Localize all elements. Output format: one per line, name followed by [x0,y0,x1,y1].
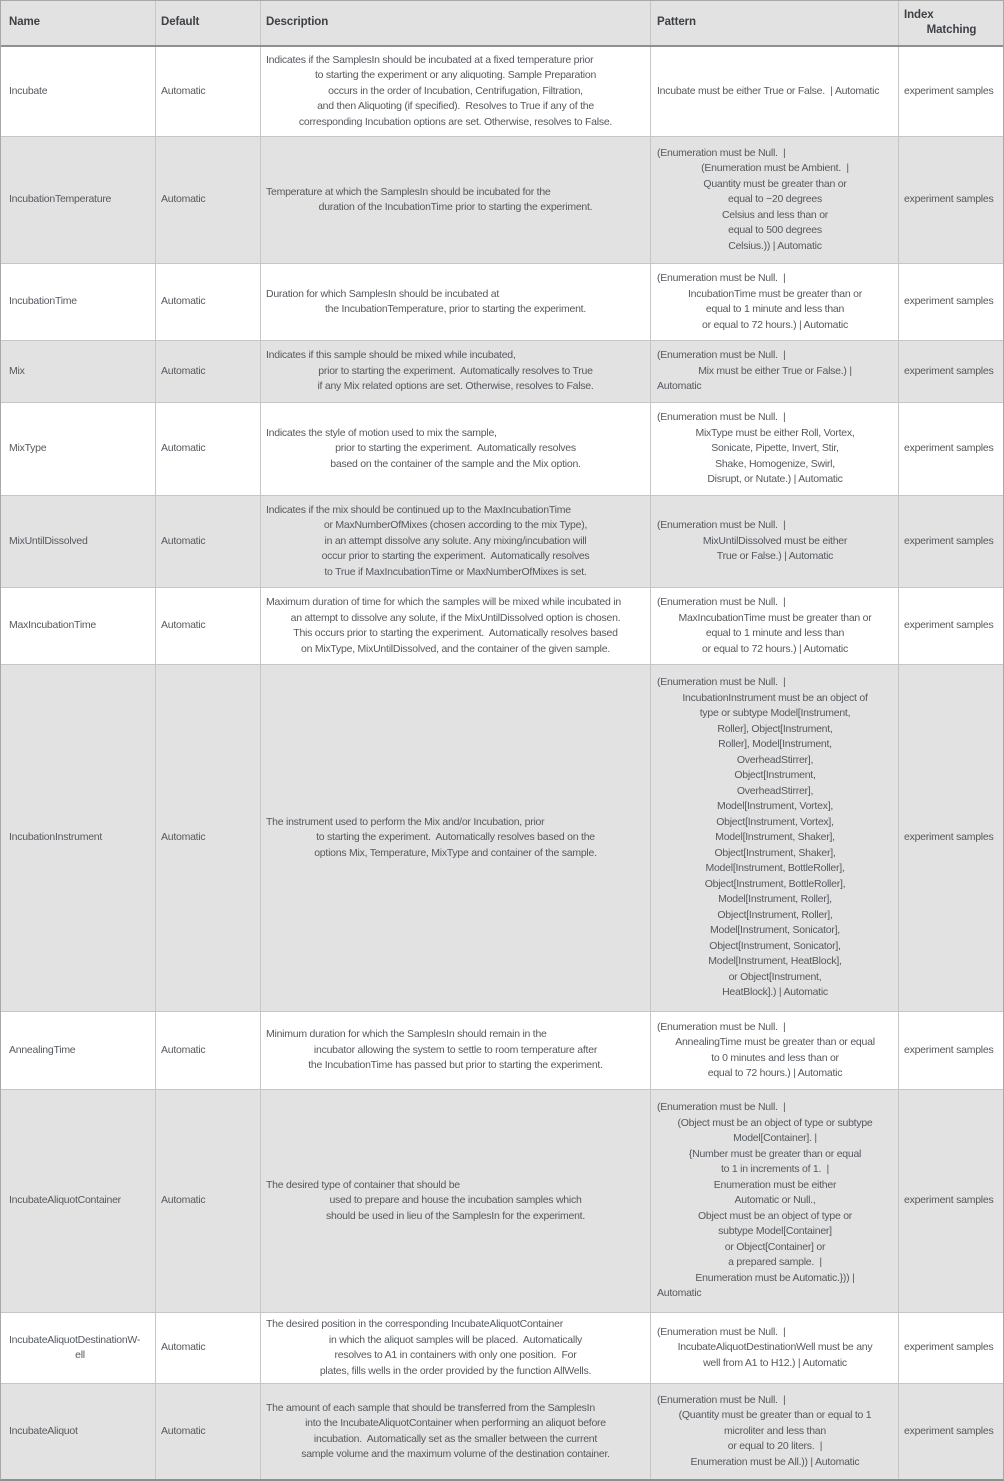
cell-line: to True if MaxIncubationTime or MaxNumberOfMixes is set. [324,565,587,578]
cell-line: ell [75,1349,85,1361]
table-row [1,1089,1003,1312]
cell-pattern [651,665,899,1011]
cell-line: MixUntilDissolved [9,534,88,547]
default-value: Automatic [161,442,206,455]
default-value: Automatic [161,193,206,206]
cell-line: used to prepare and house the incubation samples which [329,1194,582,1207]
cell-line: equal to 500 degrees [728,224,822,237]
cell-default [156,1090,261,1312]
cell-line: IncubateAliquot [9,1424,78,1437]
cell-line: an attempt to dissolve any solute, if the MixUntilDissolved option is chosen. [290,611,621,624]
cell-line: Mix [9,364,25,377]
cell-line: (Enumeration must be Null. | [657,1393,786,1406]
column-header-label: Description [266,16,329,29]
cell-index-matching [899,47,1003,136]
cell-name [1,665,156,1011]
cell-line: (Enumeration must be Null. | [657,676,786,689]
default-value: Automatic [161,619,206,632]
cell-line: Object[Instrument, [734,769,816,782]
cell-line: in which the aliquot samples will be placed. Automatically [328,1333,583,1346]
index-matching-value: experiment samples [904,534,994,547]
cell-line: OverheadStirrer], [736,784,814,797]
index-matching-value: experiment samples [904,364,994,377]
cell-default [156,341,261,402]
cell-line: (Enumeration must be Ambient. | [701,162,849,175]
default-value: Automatic [161,364,206,377]
cell-name [1,1090,156,1312]
table-row [1,664,1003,1011]
cell-line: Object[Instrument, Shaker], [714,846,836,859]
table-row [1,45,1003,136]
table-row [1,263,1003,340]
cell-description [261,1012,651,1089]
cell-pattern [651,264,899,340]
cell-line: or Object[Instrument, [728,970,822,983]
cell-line: IncubateAliquotContainer [9,1194,121,1207]
cell-line: to starting the experiment or any aliquoting. Sample Preparation [314,69,597,82]
cell-line: MaxIncubationTime must be greater than or [678,611,872,624]
cell-pattern [651,1012,899,1089]
cell-line: or Object[Container] or [724,1240,826,1253]
cell-line: MixType must be either Roll, Vortex, [695,426,855,439]
column-header-label: Default [161,16,200,29]
cell-index-matching [899,665,1003,1011]
cell-line: microliter and less than [724,1424,826,1437]
table-row [1,402,1003,495]
cell-line: IncubationTime [9,295,77,308]
table-body [1,45,1003,1479]
cell-index-matching [899,588,1003,664]
cell-line: Shake, Homogenize, Swirl, [715,457,835,470]
cell-line: or MaxNumberOfMixes (chosen according to the mix Type), [323,519,588,532]
cell-default [156,1012,261,1089]
cell-line: Object[Instrument, BottleRoller], [704,877,846,890]
cell-line: sample volume and the maximum volume of the destination container. [301,1448,610,1460]
cell-line: Model[Instrument, BottleRoller], [705,862,845,875]
table-row [1,1011,1003,1089]
cell-pattern [651,341,899,402]
cell-name [1,1313,156,1383]
column-header-index-matching [899,1,1003,45]
index-matching-value: experiment samples [904,1043,994,1056]
cell-line: Roller], Object[Instrument, [717,722,833,735]
cell-line: (Enumeration must be Null. | [657,1325,786,1338]
cell-line: (Object must be an object of type or subtype [677,1116,873,1129]
table-row [1,587,1003,664]
cell-line: Sonicate, Pipette, Invert, Stir, [711,442,839,455]
column-header-name [1,1,156,45]
cell-line: (Enumeration must be Null. | [657,411,786,424]
cell-pattern [651,588,899,664]
cell-default [156,496,261,587]
cell-line: HeatBlock].) | Automatic [722,986,828,999]
cell-line: duration of the IncubationTime prior to starting the experiment. [318,201,593,213]
cell-description [261,588,651,664]
cell-pattern [651,403,899,495]
cell-line: incubation. Automatically set as the smaller between the current [313,1432,598,1445]
cell-line: Temperature at which the SamplesIn should be incubated for the [266,185,551,198]
table-row [1,1383,1003,1479]
column-header-default [156,1,261,45]
cell-line: (Enumeration must be Null. | [657,349,786,362]
cell-description [261,341,651,402]
cell-line: plates, fills wells in the order provided by the function AllWells. [319,1364,592,1377]
index-matching-value: experiment samples [904,1424,994,1437]
cell-pattern [651,1090,899,1312]
cell-line: Duration for which SamplesIn should be incubated at [266,287,499,300]
cell-line: Model[Instrument, Shaker], [715,831,835,844]
index-matching-value: experiment samples [904,619,994,632]
default-value: Automatic [161,1341,206,1354]
column-header-pattern [651,1,899,45]
cell-pattern [651,496,899,587]
cell-name [1,341,156,402]
cell-line: Model[Instrument, Roller], [718,893,832,906]
cell-line: Enumeration must be Automatic.})) | [695,1271,855,1284]
table-header-row [1,1,1003,45]
cell-line: or equal to 20 liters. | [727,1440,823,1453]
cell-default [156,1313,261,1383]
cell-default [156,264,261,340]
cell-line: based on the container of the sample and the Mix option. [330,457,581,470]
cell-line: The desired position in the corresponding IncubateAliquotContainer [266,1318,563,1330]
cell-line: subtype Model[Container] [718,1225,832,1238]
cell-line: the IncubationTemperature, prior to starting the experiment. [324,303,587,315]
cell-default [156,588,261,664]
cell-line: occur prior to starting the experiment. Automatically resolves [321,550,590,563]
cell-description [261,1090,651,1312]
default-value: Automatic [161,295,206,308]
cell-line: well from A1 to H12.) | Automatic [703,1356,847,1369]
cell-line: Incubate [9,84,48,97]
cell-line: Indicates if the mix should be continued up to the MaxIncubationTime [266,503,571,516]
cell-index-matching [899,341,1003,402]
cell-index-matching [899,1090,1003,1312]
cell-line: IncubationTime must be greater than or [688,287,862,300]
index-matching-value: experiment samples [904,84,994,97]
cell-line: Automatic or Null., [734,1194,816,1207]
cell-line: equal to 72 hours.) | Automatic [707,1067,843,1079]
cell-line: Celsius and less than or [721,208,829,221]
cell-line: Automatic [657,1287,702,1300]
cell-line: and then Aliquoting (if specified). Resolves to True if any of the [317,100,594,113]
cell-default [156,137,261,263]
cell-pattern [651,47,899,136]
cell-line: equal to 1 minute and less than [705,627,845,639]
table-row [1,1312,1003,1383]
cell-line: OverheadStirrer], [736,753,814,766]
cell-description [261,496,651,587]
cell-name [1,47,156,136]
index-matching-value: experiment samples [904,193,994,206]
cell-description [261,665,651,1011]
cell-index-matching [899,1313,1003,1383]
cell-line: corresponding Incubation options are set. Otherwise, resolves to False. [298,115,613,128]
column-header-description [261,1,651,45]
cell-description [261,1313,651,1383]
cell-line: prior to starting the experiment. Automatically resolves to True [318,364,593,377]
cell-line: into the IncubateAliquotContainer when performing an aliquot before [305,1417,606,1429]
cell-description [261,264,651,340]
cell-line: Enumeration must be either [713,1178,837,1191]
cell-line: Model[Instrument, Sonicator], [710,924,840,937]
cell-line: type or subtype Model[Instrument, [699,707,851,720]
cell-line: Object[Instrument, Sonicator], [709,939,841,952]
cell-line: Model[Instrument, Vortex], [716,800,834,813]
cell-line: Indicates the style of motion used to mix the sample, [266,426,497,439]
cell-line: (Enumeration must be Null. | [657,1020,786,1033]
cell-line: True or False.) | Automatic [716,550,834,563]
cell-line: Object[Instrument, Roller], [717,908,833,921]
cell-line: incubator allowing the system to settle to room temperature after [313,1043,598,1056]
cell-line: Maximum duration of time for which the samples will be mixed while incubated in [266,596,621,608]
cell-line: Incubate must be either True or False. | Automatic [657,84,880,97]
cell-line: (Enumeration must be Null. | [657,1101,786,1114]
cell-line: Model[Container]. | [733,1132,817,1145]
column-header-label: Pattern [657,16,696,29]
cell-name [1,1384,156,1479]
cell-line: Roller], Model[Instrument, [718,738,832,751]
cell-line: This occurs prior to starting the experiment. Automatically resolves based [293,627,618,639]
table-row [1,340,1003,402]
default-value: Automatic [161,534,206,547]
cell-name [1,403,156,495]
cell-line: Enumeration must be All.)) | Automatic [690,1455,860,1468]
cell-index-matching [899,1012,1003,1089]
cell-line: if any Mix related options are set. Otherwise, resolves to False. [317,380,594,393]
cell-line: IncubationInstrument must be an object of [682,691,868,704]
cell-line: or equal to 72 hours.) | Automatic [702,318,848,331]
cell-line: IncubationTemperature [9,193,112,206]
cell-index-matching [899,264,1003,340]
cell-line: equal to −20 degrees [728,193,822,206]
cell-line: {Number must be greater than or equal [688,1147,862,1160]
cell-line: The amount of each sample that should be transferred from the SamplesIn [266,1401,595,1414]
cell-name [1,496,156,587]
cell-line: Model[Instrument, HeatBlock], [708,955,842,968]
cell-description [261,403,651,495]
cell-pattern [651,1384,899,1479]
cell-default [156,665,261,1011]
cell-line: Mix must be either True or False.) | [698,364,852,377]
cell-line: Object[Instrument, Vortex], [716,815,834,828]
cell-line: to starting the experiment. Automatically resolves based on the [316,831,595,844]
cell-line: The desired type of container that should be [266,1178,460,1191]
cell-index-matching [899,403,1003,495]
column-header-label: Matching [926,24,977,36]
cell-line: The instrument used to perform the Mix and/or Incubation, prior [266,815,545,828]
cell-line: IncubateAliquotDestinationWell must be any [677,1341,873,1354]
index-matching-value: experiment samples [904,831,994,844]
cell-index-matching [899,496,1003,587]
cell-description [261,137,651,263]
cell-line: Celsius.)) | Automatic [728,239,822,252]
cell-line: on MixType, MixUntilDissolved, and the container of the given sample. [301,642,610,655]
cell-default [156,1384,261,1479]
cell-line: Indicates if this sample should be mixed while incubated, [266,349,516,362]
cell-line: Minimum duration for which the SamplesIn should remain in the [266,1028,547,1041]
cell-line: Object must be an object of type or [697,1209,853,1222]
cell-line: IncubateAliquotDestinationW- [9,1333,141,1346]
cell-default [156,47,261,136]
index-matching-value: experiment samples [904,1194,994,1207]
cell-line: AnnealingTime must be greater than or equal [675,1036,875,1048]
cell-line: or equal to 72 hours.) | Automatic [702,642,848,655]
cell-line: to 1 in increments of 1. | [720,1163,830,1176]
cell-line: occurs in the order of Incubation, Centrifugation, Filtration, [328,84,583,97]
cell-index-matching [899,137,1003,263]
cell-line: a prepared sample. | [728,1256,822,1269]
cell-name [1,264,156,340]
default-value: Automatic [161,1043,206,1056]
table-row [1,136,1003,263]
cell-line: in an attempt dissolve any solute. Any mixing/incubation will [324,534,587,547]
cell-line: prior to starting the experiment. Automatically resolves [335,442,576,455]
cell-line: IncubationInstrument [9,831,103,844]
index-matching-value: experiment samples [904,1341,994,1354]
cell-line: AnnealingTime [9,1043,76,1056]
cell-name [1,1012,156,1089]
index-matching-value: experiment samples [904,442,994,455]
cell-pattern [651,137,899,263]
cell-line: (Enumeration must be Null. | [657,146,786,159]
cell-description [261,47,651,136]
cell-line: should be used in lieu of the SamplesIn for the experiment. [326,1209,585,1222]
cell-line: to 0 minutes and less than or [711,1051,839,1064]
index-matching-value: experiment samples [904,295,994,308]
cell-line: equal to 1 minute and less than [705,303,845,315]
cell-line: MixUntilDissolved must be either [702,534,848,547]
cell-name [1,137,156,263]
cell-line: (Enumeration must be Null. | [657,519,786,532]
cell-line: Automatic [657,380,702,393]
cell-pattern [651,1313,899,1383]
cell-name [1,588,156,664]
cell-default [156,403,261,495]
cell-line: MixType [9,442,47,455]
column-header-label: Index [904,8,934,21]
table-row [1,495,1003,587]
default-value: Automatic [161,1194,206,1207]
cell-line: (Quantity must be greater than or equal to 1 [678,1409,872,1422]
cell-line: MaxIncubationTime [9,619,96,632]
cell-index-matching [899,1384,1003,1479]
default-value: Automatic [161,1424,206,1437]
cell-line: (Enumeration must be Null. | [657,596,786,608]
cell-line: Quantity must be greater than or [703,177,847,190]
cell-line: options Mix, Temperature, MixType and container of the sample. [314,846,597,859]
cell-description [261,1384,651,1479]
cell-line: Indicates if the SamplesIn should be incubated at a fixed temperature prior [266,53,594,66]
column-header-label: Name [9,16,40,29]
cell-line: (Enumeration must be Null. | [657,272,786,284]
cell-line: resolves to A1 in containers with only one position. For [334,1349,577,1361]
cell-line: the IncubationTime has passed but prior to starting the experiment. [308,1059,603,1072]
default-value: Automatic [161,84,206,97]
cell-line: Disrupt, or Nutate.) | Automatic [707,473,843,486]
default-value: Automatic [161,831,206,844]
